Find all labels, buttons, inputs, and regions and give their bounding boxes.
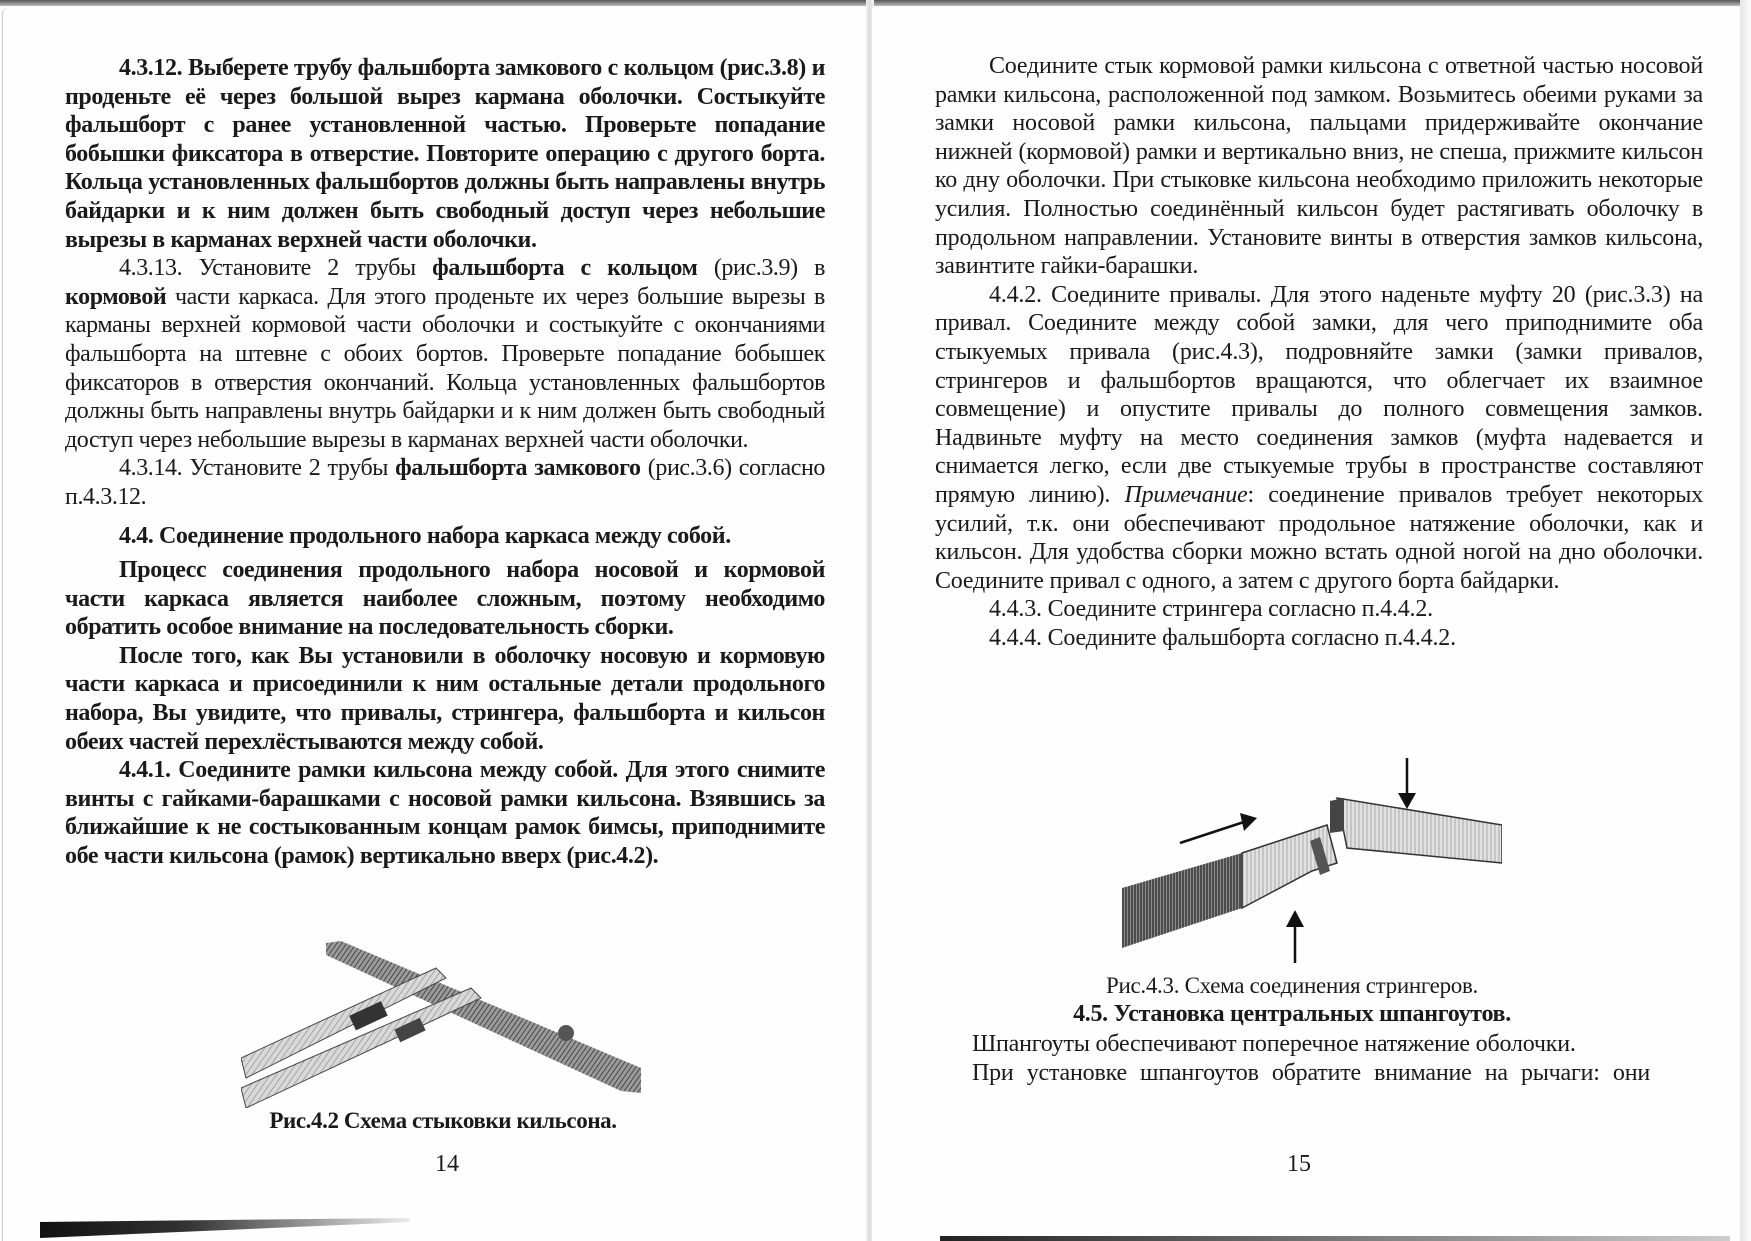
body-text: (рис.3.9) в: [697, 255, 826, 282]
body-text: (рис.3.8) и проденьте её через большой вырез кармана оболочки. Состыкуйте фальшборт с ранее установленной частью. Проверьте попадание бобышки фиксатора в отверстие. Повторите операцию с другого борта. Кольца установленных фальшбортов должны быть направлены внутрь байдарки и к ним должен быть свободный доступ через небольшие вырезы в карманах верхней части оболочки.: [65, 55, 825, 253]
item-number: 4.3.12. Выберете трубу: [119, 55, 358, 81]
emphasis: фальшборта замкового с кольцом: [357, 55, 714, 81]
figure-caption: Рис.4.3. Схема соединения стрингеров.: [1105, 973, 1479, 998]
page-number: 14: [435, 1151, 459, 1177]
right-stringer-tube: [1337, 798, 1502, 863]
paragraph-4-3-14: [65, 454, 825, 511]
scan-smudge: [940, 1236, 1730, 1241]
note-label: Примечание: [1124, 481, 1248, 508]
scan-edge-right: [1740, 0, 1751, 1241]
paragraph-process: Процесс соединения продольного набора носовой и кормовой части каркаса является наиболее сложным, поэтому необходимо обратить особое внимание на последовательность сборки.: [65, 557, 825, 641]
tail-line: При установке шпангоутов обратите внимание на рычаги: они: [972, 1059, 1650, 1086]
arrow-push-line: [1180, 820, 1250, 843]
section-heading-4-4: 4.4. Соединение продольного набора каркаса между собой.: [119, 522, 731, 549]
figure-caption: Рис.4.2 Схема стыковки кильсона.: [269, 1108, 617, 1133]
stringer-connection-diagram-icon: [1122, 753, 1502, 963]
left-page-text: [65, 54, 825, 871]
page-number: 15: [1287, 1151, 1311, 1177]
section-4-5-text: [972, 1030, 1722, 1087]
emphasis: кормовой: [65, 283, 167, 310]
keelson-joint-diagram-icon: [241, 933, 641, 1108]
bolt: [558, 1025, 574, 1041]
paragraph-keelson-join: Соедините стык кормовой рамки кильсона с ответной частью носовой рамки кильсона, расположенной под замком. Возьмитесь обеими руками за замки носовой рамки кильсона, пальцами придерживайте окончание нижней (кормовой) рамки и вертикально вниз, не спеша, прижмите кильсон ко дну оболочки. При стыковке кильсона необходимо приложить некоторые усилия. Полностью соединённый кильсон будет растягивать оболочку в продольном направлении. Установите винты в отверстия замков кильсона, завинтите гайки-барашки.: [935, 53, 1703, 280]
paragraph-4-4-2: [935, 281, 1703, 596]
paragraph-4-4-1: 4.4.1. Соедините рамки кильсона между собой. Для этого снимите винты с гайками-барашками с носовой рамки кильсона. Взявшись за ближайшие к не состыкованным концам рамок бимсы, приподнимите обе части кильсона (рамок) вертикально вверх (рис.4.2).: [65, 757, 825, 870]
paragraph-4-3-12: [65, 54, 825, 254]
right-page-text: [935, 52, 1703, 652]
section-heading-4-5: 4.5. Установка центральных шпангоутов.: [1073, 1001, 1511, 1027]
body-text: части каркаса. Для этого проденьте их через большие вырезы в карманы верхней кормовой части оболочки и состыкуйте с окончаниями фальшборта на штевне с обоих бортов. Проверьте попадание бобышек фиксаторов в отверстия окончаний. Кольца установленных фальшбортов должны быть направлены внутрь байдарки и к ним должен быть свободный доступ через небольшие вырезы в карманах верхней части оболочки.: [65, 283, 825, 453]
paragraph-after-install: После того, как Вы установили в оболочку носовую и кормовую части каркаса и присоединили к ним остальные детали продольного набора, Вы увидите, что привалы, стрингера, фальшборта и кильсон обеих частей перехлёстываются между собой.: [65, 642, 825, 755]
item-number: 4.3.13. Установите 2 трубы: [119, 255, 433, 282]
arrow-push-head-icon: [1240, 813, 1257, 831]
right-lock-hook: [1330, 798, 1344, 833]
paragraph-4-4-3: 4.4.3. Соедините стрингера согласно п.4.4.2.: [989, 596, 1433, 623]
arrow-down-head-icon: [1398, 793, 1416, 809]
body-text: 4.4.2. Соедините привалы. Для этого наденьте муфту 20 (рис.3.3) на привал. Соедините между собой замки, для чего приподнимите оба стыкуемых привала (рис.4.3), подровняйте замки (замки привалов, стрингеров и фальшбортов вращаются, что облегчает их взаимное совмещение) и опустите привалы до полного совмещения замков. Надвиньте муфту на место соединения замков (муфта надевается и снимается легко, если две стыкуемые трубы в пространстве составляют прямую линию).: [935, 281, 1703, 508]
page-15: [872, 8, 1740, 1241]
paragraph-4-4-4: 4.4.4. Соедините фальшборта согласно п.4.4.2.: [989, 624, 1456, 651]
page-14: [2, 8, 869, 1241]
left-stringer-tube: [1122, 853, 1242, 948]
scan-edge-top: [0, 0, 1751, 6]
tail-line: Шпангоуты обеспечивают поперечное натяжение оболочки.: [972, 1031, 1576, 1057]
body-text: (рис.3.6) согласно п.4.3.12.: [65, 455, 825, 510]
arrow-up-head-icon: [1286, 910, 1304, 927]
emphasis: фальшборта с кольцом: [432, 255, 698, 282]
item-number: 4.3.14. Установите 2 трубы: [119, 455, 396, 482]
paragraph-4-3-13: [65, 254, 825, 454]
emphasis: фальшборта замкового: [395, 455, 641, 482]
body-text: : соединение привалов требует некоторых усилий, т.к. они обеспечивают продольное натяжение оболочки, как и кильсон. Для удобства сборки можно встать одной ногой на дно оболочки. Соедините привал с одного, а затем с другого борта байдарки.: [935, 481, 1704, 594]
